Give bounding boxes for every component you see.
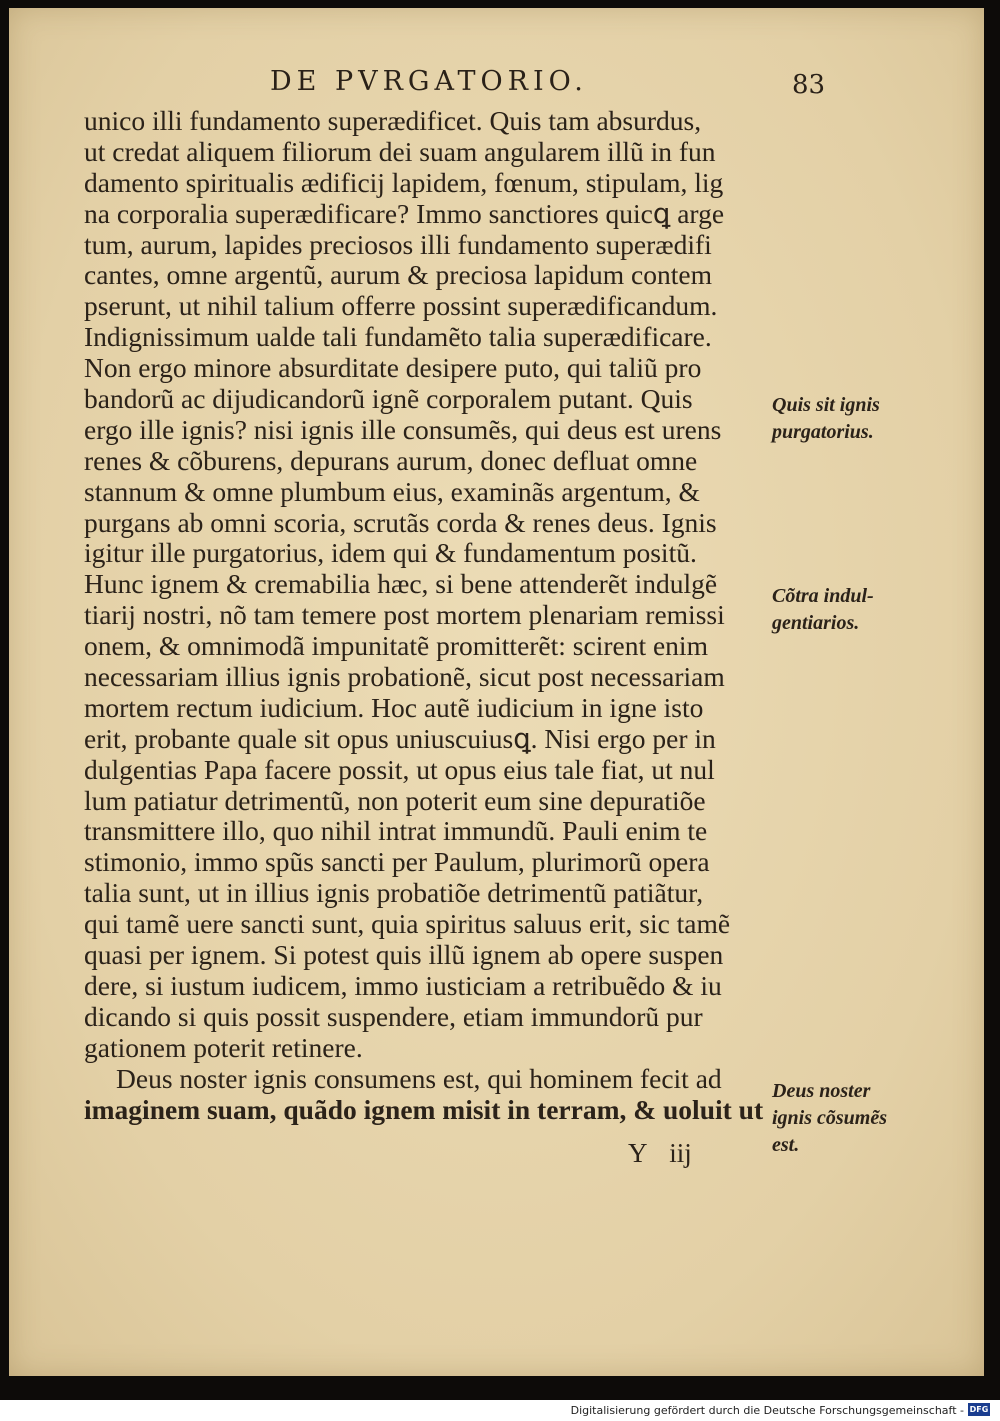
text-line: mortem rectum iudicium. Hoc autẽ iudicium in igne isto [84,691,704,723]
text-line: onem, & omnimodã impunitatẽ promitterẽt: scirent enim [84,630,708,662]
dfg-logo: DFG [969,1405,989,1414]
main-text-block [84,106,774,1125]
text-line: na corporalia superædificare? Immo sanctiores quicꝗ arge [84,197,725,229]
text-line: Non ergo minore absurditate desipere puto, qui taliũ pro [84,352,702,384]
text-line: talia sunt, ut in illius ignis probatiõe detrimentũ patiãtur, [84,877,704,909]
marginal-note-line: purgatorius. [772,421,874,443]
text-line: lum patiatur detrimentũ, non poterit eum sine depuratiõe [84,784,706,816]
text-line: Hunc ignem & cremabilia hæc, si bene attenderẽt indulgẽ [84,568,718,600]
marginal-note-line: gentiarios. [772,612,860,634]
text-line: cantes, omne argentũ, aurum & preciosa lapidum contem [84,259,712,291]
text-line: gationem poterit retinere. [84,1031,363,1063]
marginal-note-line: est. [772,1134,800,1156]
marginal-note-line: Cõtra indul- [772,585,874,607]
marginal-note-3 [772,1078,922,1159]
text-line: transmittere illo, quo nihil intrat immundũ. Pauli enim te [84,815,708,847]
text-line: imaginem suam, quãdo ignem misit in terram, & uoluit ut [84,1093,764,1125]
text-line: renes & cõburens, depurans aurum, donec defluat omne [84,444,698,476]
text-line: bandorũ ac dijudicandorũ ignẽ corporalem putant. Quis [84,383,693,415]
text-line: ergo ille ignis? nisi ignis ille consumẽs, qui deus est urens [84,413,722,445]
text-line: unico illi fundamento superædificet. Quis tam absurdus, [84,105,702,136]
text-line: necessariam illius ignis probationẽ, sicut post necessariam [84,661,725,693]
text-line: Deus noster ignis consumens est, qui hominem fecit ad [116,1062,722,1094]
marginal-note-line: ignis cõsumẽs [772,1107,888,1129]
text-line: dere, si iustum iudicem, immo iusticiam a retribuẽdo & iu [84,969,722,1001]
text-line: igitur ille purgatorius, idem qui & fundamentum positũ. [84,537,697,569]
text-line: pserunt, ut nihil talium offerre possint superædificandum. [84,290,718,322]
text-line: tum, aurum, lapides preciosos illi fundamento superædifi [84,228,712,260]
text-line: Indignissimum ualde tali fundamẽto talia superædificare. [84,321,712,353]
funding-credit: Digitalisierung gefördert durch die Deutsche Forschungsgemeinschaft - [570,1404,964,1417]
marginal-note-2 [772,583,922,637]
text-line: dicando si quis possit suspendere, etiam immundorũ pur [84,1000,703,1032]
running-head: DE PVRGATORIO. [270,66,588,97]
text-line: purgans ab omni scoria, scrutãs corda & renes deus. Ignis [84,506,717,538]
text-line: ut credat aliquem filiorum dei suam angularem illũ in fun [84,135,716,167]
marginal-note-1 [772,392,922,446]
text-line: damento spiritualis ædificij lapidem, fœnum, stipulam, lig [84,166,724,198]
text-line: stannum & omne plumbum eius, examinãs argentum, & [84,475,700,507]
marginal-note-line: Quis sit ignis [772,394,880,416]
text-line: tiarij nostri, nõ tam temere post mortem plenariam remissi [84,599,725,631]
text-line: dulgentias Papa facere possit, ut opus eius tale fiat, ut nul [84,753,715,785]
signature-mark: Y iij [628,1138,692,1168]
marginal-note-line: Deus noster [772,1080,871,1102]
text-line: erit, probante quale sit opus uniuscuiusꝗ. Nisi ergo per in [84,722,716,754]
text-line: qui tamẽ uere sancti sunt, quia spiritus saluus erit, sic tamẽ [84,908,731,940]
text-line: stimonio, immo spũs sancti per Paulum, plurimorũ opera [84,846,710,878]
text-line: quasi per ignem. Si potest quis illũ ignem ab opere suspen [84,939,724,971]
page-number: 83 [792,70,826,100]
